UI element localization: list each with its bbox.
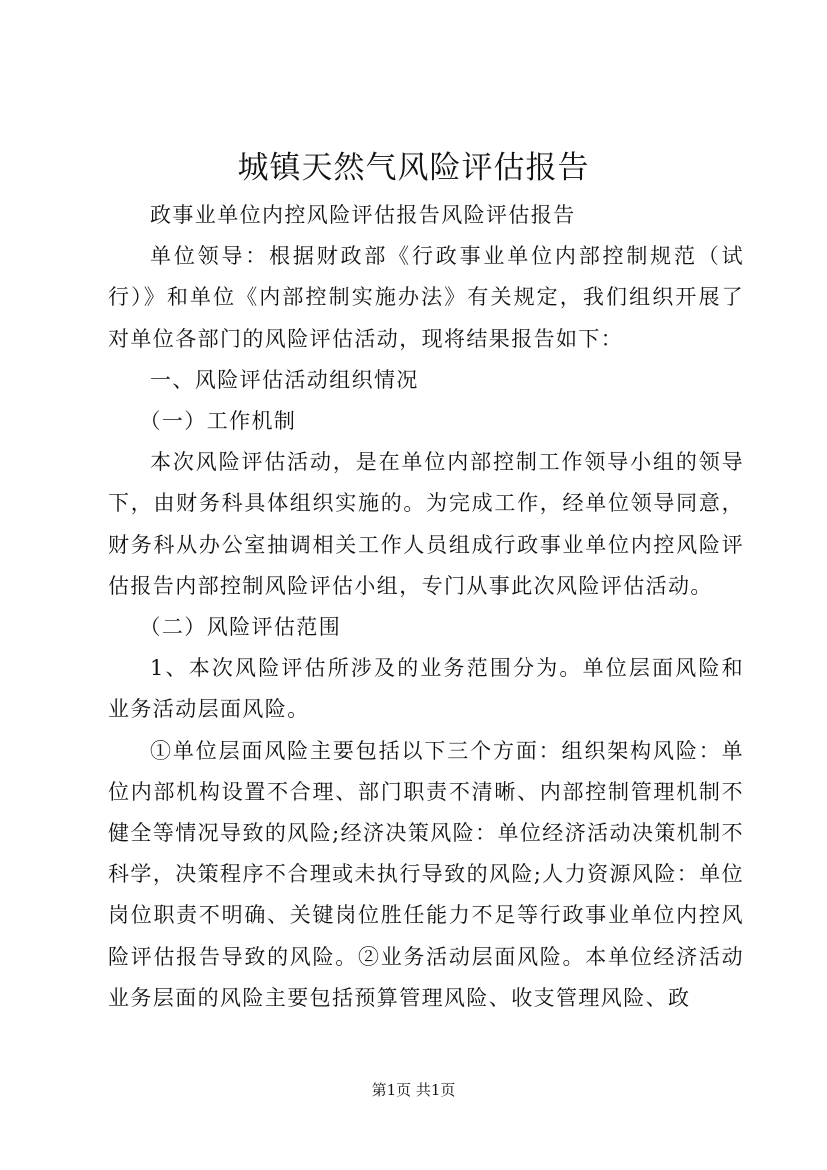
- paragraph-mechanism: 本次风险评估活动，是在单位内部控制工作领导小组的领导下，由财务科具体组织实施的。为完成工作，经单位领导同意，财务科从办公室抽调相关工作人员组成行政事业单位内控风险评估报告内部控制风险评估小组，专门从事此次风险评估活动。: [108, 450, 744, 598]
- paragraph-subtitle: 政事业单位内控风险评估报告风险评估报告: [150, 203, 576, 227]
- section-heading-1: 一、风险评估活动组织情况: [150, 367, 419, 392]
- paragraph-scope: 1、本次风险评估所涉及的业务范围分为。单位层面风险和业务活动层面风险。: [108, 656, 744, 722]
- document-title: 城镇天然气风险评估报告: [237, 150, 590, 186]
- page-footer: 第1页 共1页: [371, 1081, 456, 1099]
- subsection-heading-2: （二）风险评估范围: [139, 615, 342, 640]
- document-body: [108, 195, 744, 1019]
- subsection-heading-1: （一）工作机制: [139, 409, 297, 434]
- paragraph-salutation: 单位领导：根据财政部《行政事业单位内部控制规范（试行）》和单位《内部控制实施办法》有关规定，我们组织开展了对单位各部门的风险评估活动，现将结果报告如下：: [108, 244, 744, 351]
- paragraph-risk-details: ①单位层面风险主要包括以下三个方面：组织架构风险：单位内部机构设置不合理、部门职责不清晰、内部控制管理机制不健全等情况导致的风险;经济决策风险：单位经济活动决策机制不科学，决策程序不合理或未执行导致的风险;人力资源风险：单位岗位职责不明确、关键岗位胜任能力不足等行政事业单位内控风险评估报告导致的风险。②业务活动层面风险。本单位经济活动业务层面的风险主要包括预算管理风险、收支管理风险、政: [108, 738, 744, 1010]
